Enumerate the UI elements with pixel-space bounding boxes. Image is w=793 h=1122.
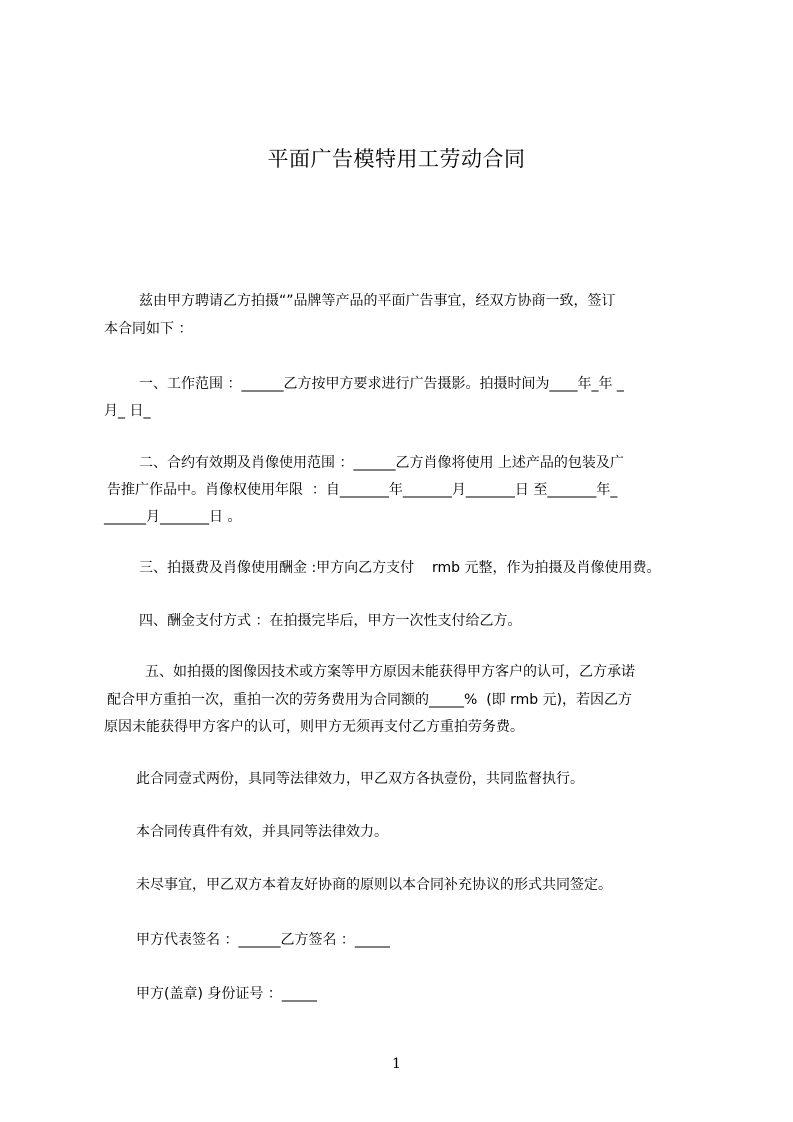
- signature-line: 甲方代表签名 ：______乙方签名 ：_____: [136, 932, 390, 948]
- clause5-line-3: 原因未能获得甲方客户的认可，则甲方无须再支付乙方重拍劳务费。: [104, 719, 524, 735]
- fax-line: 本合同传真件有效，并具同等法律效力。: [136, 824, 388, 840]
- clause5-line-2: 配合甲方重拍一次，重拍一次的劳务费用为合同额的_____% (即 rmb 元)，若因乙方: [107, 692, 633, 708]
- unresolved-line: 未尽事宜，甲乙双方本着友好协商的原则以本合同补充协议的形式共同签定。: [136, 877, 612, 893]
- clause2-line-2: 告推广作品中。肖像权使用年限 ：自_______年_______月_______日 至_______年_: [107, 482, 618, 498]
- clause3-line: 三、拍摄费及肖像使用酬金 :甲方向乙方支付 rmb 元整，作为拍摄及肖像使用费。: [139, 560, 661, 576]
- clause1-line-1: 一、工作范围 ：______乙方按甲方要求进行广告摄影。拍摄时间为____年_年 _: [139, 376, 624, 392]
- document-title: 平面广告模特用工劳动合同: [267, 147, 526, 171]
- clause2-line-3: ______月_______日 。: [104, 509, 242, 525]
- clause1-line-2: 月_ 日_: [104, 403, 151, 419]
- copies-line: 此合同壹式两份，具同等法律效力，甲乙双方各执壹份，共同监督执行。: [136, 771, 584, 787]
- page-number: 1: [392, 1056, 401, 1072]
- clause2-line-1: 二、合约有效期及肖像使用范围 ：______乙方肖像将使用 上述产品的包装及广: [139, 455, 624, 471]
- intro-line-1: 兹由甲方聘请乙方拍摄“”品牌等产品的平面广告事宜，经双方协商一致，签订: [139, 293, 616, 309]
- intro-line-2: 本合同如下 ：: [104, 321, 193, 337]
- clause4-line: 四、酬金支付方式 ：在拍摄完毕后，甲方一次性支付给乙方。: [139, 613, 522, 629]
- clause5-line-1: 五、如拍摄的图像因技术或方案等甲方原因未能获得甲方客户的认可，乙方承诺: [145, 664, 635, 680]
- seal-line: 甲方(盖章) 身份证号 ：_____: [136, 986, 317, 1002]
